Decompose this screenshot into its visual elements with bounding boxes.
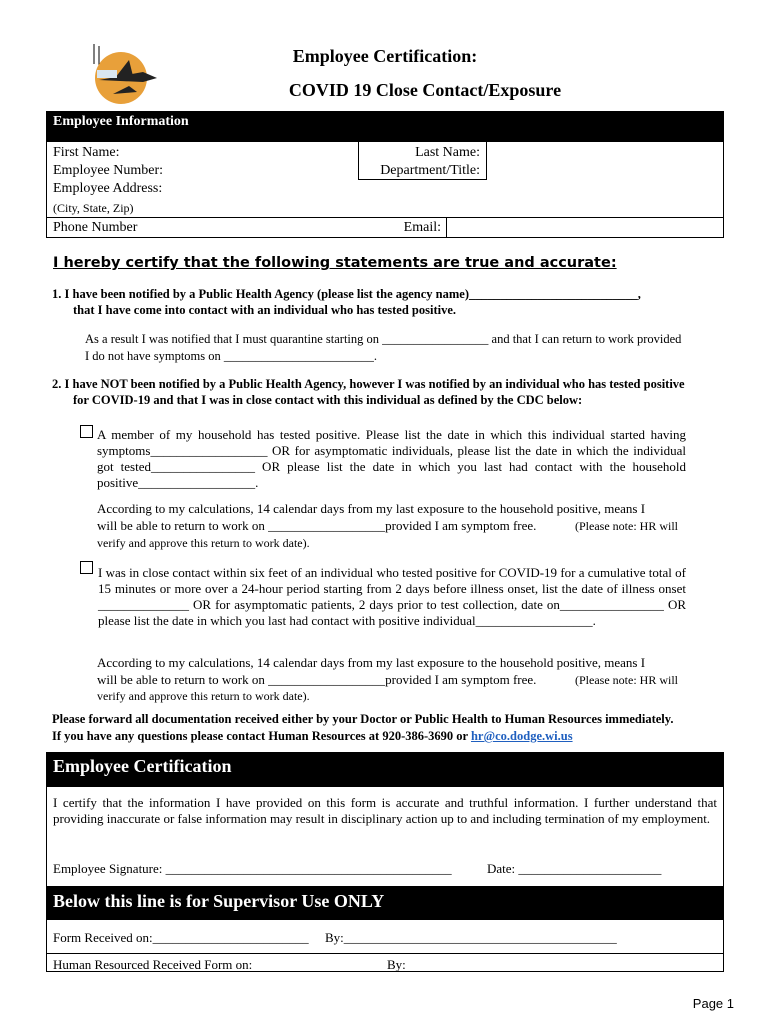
phone-label: Phone Number: [53, 220, 138, 235]
certification-statement: I certify that the information I have provided on this form is accurate and truthful information. I further understand that providing inaccurate or false information may result in disciplinary action up to and including termination of my employment.: [53, 795, 717, 826]
employee-address-label: Employee Address:: [53, 181, 163, 196]
forward-instructions-line1: Please forward all documentation received either by your Doctor or Public Health to Human Resources immediately.: [52, 712, 674, 726]
certify-heading: I hereby certify that the following statements are true and accurate:: [53, 255, 617, 271]
last-name-label: Last Name:: [415, 145, 480, 160]
opt1-calc-line3: verify and approve this return to work date).: [97, 536, 310, 550]
household-positive-text: A member of my household has tested positive. Please list the date in which this individual started having symptoms__________________ OR for asymptomatic individuals, please list the date in which the individual got tested________________ OR please list the date in which you last had contact with the household positive__________________.: [97, 427, 686, 490]
page-number: Page 1: [692, 996, 734, 1011]
item2-line1: 2. I have NOT been notified by a Public Health Agency, however I was notified by an individual who has tested positive: [52, 377, 685, 391]
opt2-calc-line3: verify and approve this return to work date).: [97, 689, 310, 703]
form-subtitle: COVID 19 Close Contact/Exposure: [288, 80, 562, 100]
opt1-calc-line2: will be able to return to work on __________________provided I am symptom free.: [97, 518, 537, 533]
item1-symptoms-line: I do not have symptoms on ________________________.: [85, 349, 378, 363]
employee-signature-field[interactable]: Employee Signature: ____________________________________________: [53, 861, 452, 876]
hr-email-link[interactable]: hr@co.dodge.wi.us: [470, 729, 573, 743]
form-received-field[interactable]: Form Received on:________________________: [53, 930, 309, 945]
hr-received-field[interactable]: Human Resourced Received Form on:: [53, 957, 253, 972]
first-name-label: First Name:: [53, 145, 120, 160]
address-hint: (City, State, Zip): [53, 201, 134, 215]
opt2-calc-line2: will be able to return to work on __________________provided I am symptom free.: [97, 672, 537, 687]
employee-number-label: Employee Number:: [53, 163, 164, 178]
hr-by-field[interactable]: By:: [387, 957, 406, 972]
opt1-note: (Please note: HR will: [575, 519, 678, 533]
email-input[interactable]: [447, 218, 723, 237]
supervisor-header: Below this line is for Supervisor Use ONLY: [46, 887, 724, 919]
close-contact-text: I was in close contact within six feet of an individual who tested positive for COVID-19 for a cumulative total of 15 minutes or more over a 24-hour period starting from 2 days before illness onset, list the date of illness onset ______________ OR for asymptomatic patients, 2 days prior to test collection, date on________________ OR please list the date in which you last had contact with positive individual__________________.: [98, 565, 686, 628]
department-label: Department/Title:: [380, 163, 480, 178]
item1-quarantine-line: As a result I was notified that I must quarantine starting on _________________ and that I can return to work provided: [85, 332, 682, 346]
signature-date-field[interactable]: Date: ______________________: [487, 861, 662, 876]
form-title: Employee Certification:: [292, 46, 478, 66]
household-positive-checkbox[interactable]: [80, 425, 93, 438]
item2-line2: for COVID-19 and that I was in close contact with this individual as defined by the CDC below:: [73, 393, 583, 407]
last-name-input[interactable]: [487, 142, 723, 179]
forward-instructions-line2: [52, 728, 573, 744]
opt1-calc-line1: According to my calculations, 14 calendar days from my last exposure to the household positive, means I: [97, 501, 646, 516]
contact-text: If you have any questions please contact Human Resources at 920-386-3690 or: [52, 729, 471, 743]
opt2-note: (Please note: HR will: [575, 673, 678, 687]
email-label: Email:: [403, 220, 441, 235]
item1-line2: that I have come into contact with an individual who has tested positive.: [73, 303, 457, 317]
employee-cert-header: Employee Certification: [46, 752, 724, 786]
supervisor-by-field[interactable]: By:__________________________________________: [325, 930, 617, 945]
close-contact-checkbox[interactable]: [80, 561, 93, 574]
employee-info-header: Employee Information: [46, 111, 724, 141]
opt2-calc-line1: According to my calculations, 14 calendar days from my last exposure to the household positive, means I: [97, 655, 646, 670]
item1-line1: 1. I have been notified by a Public Health Agency (please list the agency name)___________________________,: [52, 287, 641, 301]
